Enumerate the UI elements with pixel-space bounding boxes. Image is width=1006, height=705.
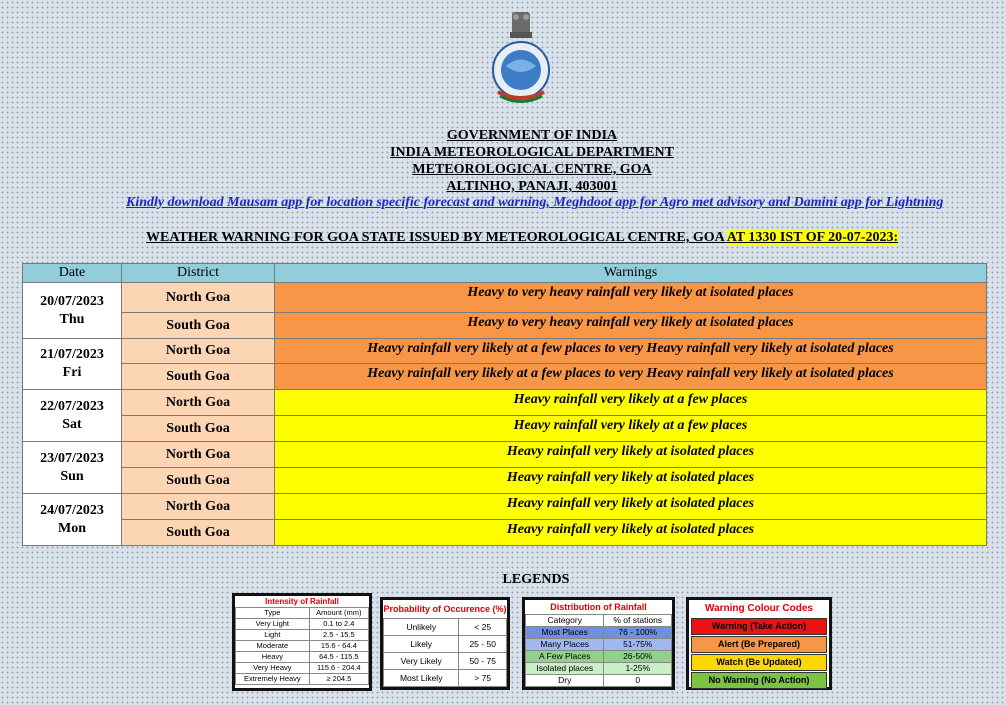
day-value: Mon [58, 520, 86, 536]
legend-intensity-header-type: Type [236, 608, 310, 619]
header-centre: METEOROLOGICAL CENTRE, GOA [412, 162, 652, 177]
warning-south: Heavy rainfall very likely at isolated places [275, 468, 987, 494]
warning-title-main: WEATHER WARNING FOR GOA STATE ISSUED BY METEOROLOGICAL CENTRE, GOA [146, 230, 727, 245]
legend-distribution-category: Isolated places [526, 663, 604, 675]
legend-intensity-type: Heavy [236, 652, 310, 663]
legend-intensity-amount: 64.5 - 115.5 [309, 652, 368, 663]
legend-probability-row [384, 653, 507, 670]
date-cell [23, 283, 122, 339]
day-value: Thu [59, 311, 85, 327]
legend-probability-row [384, 636, 507, 653]
legend-distribution [522, 597, 675, 690]
table-row [23, 339, 987, 364]
legend-distribution-header-pct: % of stations [604, 615, 672, 627]
legend-probability-row [384, 619, 507, 636]
legend-probability-title: Probability of Occurence (%) [383, 604, 507, 614]
table-row [23, 390, 987, 416]
date-cell [23, 339, 122, 390]
legend-intensity-header-amount: Amount (mm) [309, 608, 368, 619]
district-north: North Goa [122, 283, 275, 313]
legend-probability-value: 25 - 50 [459, 636, 507, 653]
date-cell [23, 494, 122, 546]
table-row [23, 442, 987, 468]
imd-emblem-logo [486, 8, 556, 104]
legend-probability-label: Likely [384, 636, 459, 653]
legend-intensity-type: Very Light [236, 619, 310, 630]
legend-intensity-row [236, 674, 369, 685]
legend-distribution-row [526, 663, 672, 675]
legend-intensity-row [236, 652, 369, 663]
warning-table-body [23, 283, 987, 546]
legend-distribution-category: Most Places [526, 627, 604, 639]
app-download-link[interactable]: Kindly download Mausam app for location specific forecast and warning, Meghdoot app for Agro met advisory and Damini app for Lightning [126, 195, 944, 210]
header-government: GOVERNMENT OF INDIA [446, 128, 618, 143]
legend-colour-code-item: Warning (Take Action) [691, 618, 827, 635]
date-cell [23, 390, 122, 442]
table-row [23, 364, 987, 390]
legend-intensity-amount: 2.5 - 15.5 [309, 630, 368, 641]
date-value: 22/07/2023 [40, 398, 104, 414]
legend-probability-value: > 75 [459, 670, 507, 687]
table-row [23, 416, 987, 442]
legend-probability-label: Most Likely [384, 670, 459, 687]
warning-table [22, 263, 987, 546]
legend-colour-code-item: No Warning (No Action) [691, 672, 827, 689]
legend-intensity-type: Light [236, 630, 310, 641]
legend-distribution-category: Many Places [526, 639, 604, 651]
district-south: South Goa [122, 364, 275, 390]
header-date: Date [23, 264, 122, 283]
legend-intensity [232, 593, 372, 691]
legend-probability-value: < 25 [459, 619, 507, 636]
legend-distribution-category: Dry [526, 675, 604, 687]
warning-south: Heavy rainfall very likely at isolated places [275, 520, 987, 546]
legend-probability-table [383, 618, 507, 687]
legends-title: LEGENDS [502, 572, 570, 587]
warning-north: Heavy to very heavy rainfall very likely at isolated places [275, 283, 987, 313]
warning-north: Heavy rainfall very likely at a few places [275, 390, 987, 416]
warning-north: Heavy rainfall very likely at isolated places [275, 442, 987, 468]
legend-colour-codes-title: Warning Colour Codes [705, 603, 813, 614]
warning-north: Heavy rainfall very likely at a few places to very Heavy rainfall very likely at isolated places [275, 339, 987, 364]
legend-distribution-pct: 76 - 100% [604, 627, 672, 639]
legend-intensity-row [236, 641, 369, 652]
legend-intensity-title: Intensity of Rainfall [265, 597, 339, 606]
legend-intensity-type: Very Heavy [236, 663, 310, 674]
legend-intensity-amount: 15.6 - 64.4 [309, 641, 368, 652]
legend-colour-code-item: Alert (Be Prepared) [691, 636, 827, 653]
warning-south: Heavy rainfall very likely at a few places to very Heavy rainfall very likely at isolated places [275, 364, 987, 390]
day-value: Sun [60, 468, 84, 484]
warning-south: Heavy to very heavy rainfall very likely at isolated places [275, 313, 987, 339]
legend-intensity-type: Extremely Heavy [236, 674, 310, 685]
legend-distribution-pct: 51-75% [604, 639, 672, 651]
warning-south: Heavy rainfall very likely at a few places [275, 416, 987, 442]
legend-probability-row [384, 670, 507, 687]
district-south: South Goa [122, 520, 275, 546]
day-value: Sat [62, 416, 82, 432]
district-south: South Goa [122, 313, 275, 339]
header-district: District [122, 264, 275, 283]
date-value: 23/07/2023 [40, 450, 104, 466]
legend-distribution-pct: 26-50% [604, 651, 672, 663]
date-value: 24/07/2023 [40, 502, 104, 518]
legend-distribution-table [525, 614, 672, 687]
legend-distribution-row [526, 675, 672, 687]
legend-intensity-row [236, 630, 369, 641]
legend-probability-value: 50 - 75 [459, 653, 507, 670]
warning-title-time: AT 1330 IST OF 20-07-2023: [726, 230, 899, 245]
date-value: 21/07/2023 [40, 347, 104, 362]
legend-distribution-title: Distribution of Rainfall [550, 602, 647, 612]
legend-distribution-header-category: Category [526, 615, 604, 627]
legend-colour-codes [686, 597, 832, 690]
district-south: South Goa [122, 468, 275, 494]
legend-probability-label: Very Likely [384, 653, 459, 670]
table-row [23, 283, 987, 313]
district-north: North Goa [122, 494, 275, 520]
legend-intensity-row [236, 663, 369, 674]
legend-probability [380, 597, 510, 690]
legend-distribution-category: A Few Places [526, 651, 604, 663]
legend-intensity-table [235, 607, 369, 685]
header-address: ALTINHO, PANAJI, 403001 [446, 179, 618, 194]
legend-colour-code-item: Watch (Be Updated) [691, 654, 827, 671]
district-south: South Goa [122, 416, 275, 442]
legend-intensity-type: Moderate [236, 641, 310, 652]
table-row [23, 520, 987, 546]
legend-distribution-row [526, 639, 672, 651]
legend-distribution-row [526, 627, 672, 639]
table-row [23, 313, 987, 339]
district-north: North Goa [122, 339, 275, 364]
legend-intensity-amount: 115.6 - 204.4 [309, 663, 368, 674]
warning-title [146, 230, 898, 246]
legend-intensity-row [236, 619, 369, 630]
table-row [23, 494, 987, 520]
date-value: 20/07/2023 [40, 293, 104, 309]
legend-distribution-pct: 0 [604, 675, 672, 687]
legend-probability-label: Unlikely [384, 619, 459, 636]
date-cell [23, 442, 122, 494]
district-north: North Goa [122, 442, 275, 468]
header-department: INDIA METEOROLOGICAL DEPARTMENT [390, 145, 674, 160]
warning-north: Heavy rainfall very likely at isolated places [275, 494, 987, 520]
header-warnings: Warnings [275, 264, 987, 283]
legend-distribution-row [526, 651, 672, 663]
legend-colour-codes-list [689, 618, 829, 689]
table-row [23, 468, 987, 494]
day-value: Fri [62, 365, 82, 380]
legend-distribution-pct: 1-25% [604, 663, 672, 675]
legend-intensity-amount: 0.1 to 2.4 [309, 619, 368, 630]
legend-intensity-amount: ≥ 204.5 [309, 674, 368, 685]
district-north: North Goa [122, 390, 275, 416]
